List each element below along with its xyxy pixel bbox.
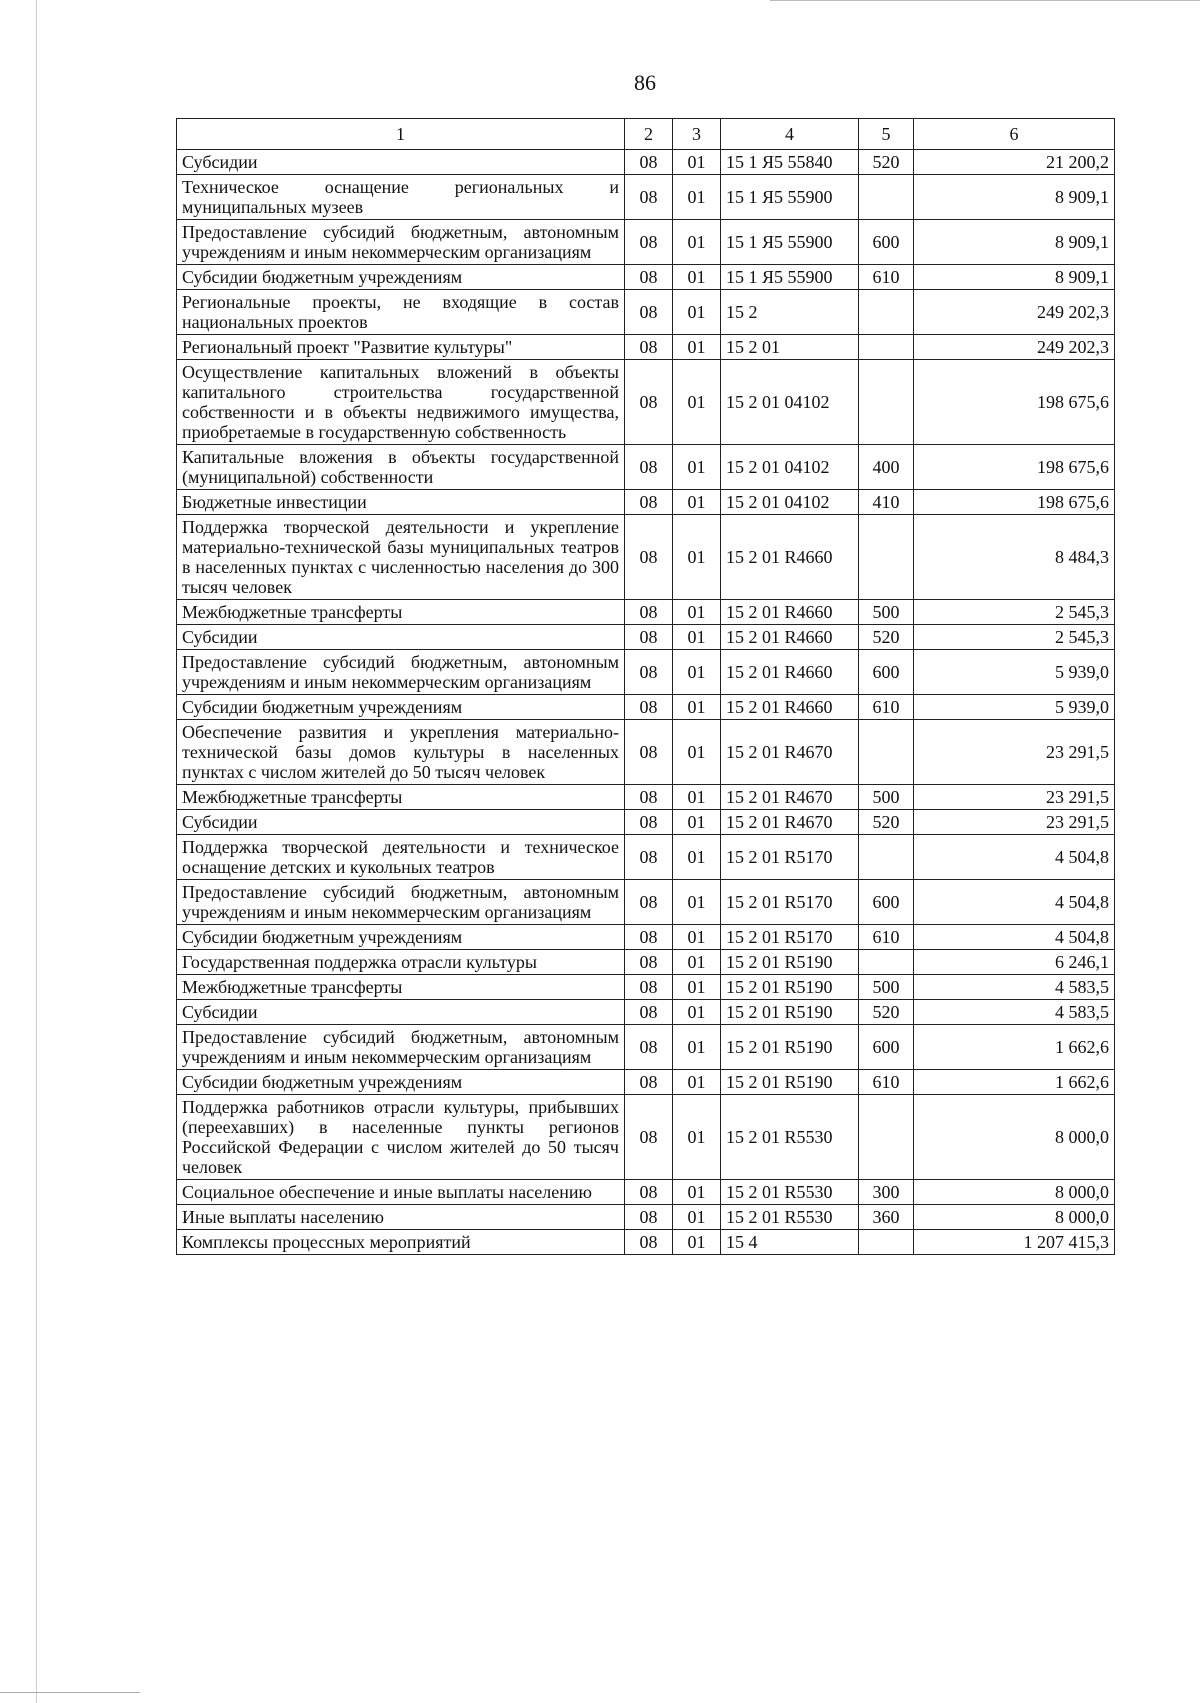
row-name: Предоставление субсидий бюджетным, автономным учреждениям и иным некоммерческим организациям xyxy=(177,650,625,695)
row-subsection: 01 xyxy=(673,810,721,835)
row-name: Субсидии xyxy=(177,625,625,650)
row-name: Техническое оснащение региональных и муниципальных музеев xyxy=(177,175,625,220)
row-expense-type xyxy=(859,835,914,880)
row-amount: 8 909,1 xyxy=(914,220,1115,265)
row-subsection: 01 xyxy=(673,290,721,335)
row-name: Иные выплаты населению xyxy=(177,1205,625,1230)
row-subsection: 01 xyxy=(673,835,721,880)
row-target-article: 15 2 01 R4670 xyxy=(721,720,859,785)
row-name: Предоставление субсидий бюджетным, автономным учреждениям и иным некоммерческим организациям xyxy=(177,1025,625,1070)
row-amount: 198 675,6 xyxy=(914,360,1115,445)
table-row xyxy=(177,490,1115,515)
row-subsection: 01 xyxy=(673,1230,721,1255)
row-section: 08 xyxy=(625,1070,673,1095)
row-section: 08 xyxy=(625,1025,673,1070)
table-row xyxy=(177,835,1115,880)
row-name: Субсидии xyxy=(177,150,625,175)
row-target-article: 15 2 01 R4670 xyxy=(721,810,859,835)
row-expense-type: 520 xyxy=(859,625,914,650)
row-subsection: 01 xyxy=(673,975,721,1000)
row-target-article: 15 1 Я5 55900 xyxy=(721,175,859,220)
row-name: Субсидии бюджетным учреждениям xyxy=(177,265,625,290)
table-row xyxy=(177,1095,1115,1180)
scan-artifact-bottom xyxy=(0,1692,140,1693)
row-target-article: 15 2 01 R4660 xyxy=(721,650,859,695)
row-name: Обеспечение развития и укрепления материально-технической базы домов культуры в населенных пунктах с числом жителей до 50 тысяч человек xyxy=(177,720,625,785)
row-section: 08 xyxy=(625,150,673,175)
row-amount: 1 662,6 xyxy=(914,1025,1115,1070)
column-header-subsection: 3 xyxy=(673,119,721,150)
row-amount: 4 504,8 xyxy=(914,880,1115,925)
row-amount: 8 909,1 xyxy=(914,175,1115,220)
row-subsection: 01 xyxy=(673,695,721,720)
row-amount: 8 000,0 xyxy=(914,1095,1115,1180)
table-row xyxy=(177,445,1115,490)
row-section: 08 xyxy=(625,720,673,785)
row-amount: 198 675,6 xyxy=(914,445,1115,490)
row-section: 08 xyxy=(625,625,673,650)
row-target-article: 15 1 Я5 55900 xyxy=(721,220,859,265)
table-row xyxy=(177,925,1115,950)
table-body xyxy=(177,119,1115,1255)
column-header-target-article: 4 xyxy=(721,119,859,150)
row-target-article: 15 2 01 R5170 xyxy=(721,880,859,925)
row-subsection: 01 xyxy=(673,335,721,360)
row-amount: 2 545,3 xyxy=(914,625,1115,650)
row-amount: 198 675,6 xyxy=(914,490,1115,515)
row-amount: 21 200,2 xyxy=(914,150,1115,175)
table-row xyxy=(177,720,1115,785)
row-name: Субсидии бюджетным учреждениям xyxy=(177,695,625,720)
row-subsection: 01 xyxy=(673,1025,721,1070)
row-amount: 2 545,3 xyxy=(914,600,1115,625)
row-expense-type: 500 xyxy=(859,785,914,810)
row-section: 08 xyxy=(625,445,673,490)
scan-artifact-left xyxy=(36,0,37,1703)
row-target-article: 15 2 01 04102 xyxy=(721,445,859,490)
row-subsection: 01 xyxy=(673,150,721,175)
row-name: Субсидии xyxy=(177,1000,625,1025)
row-subsection: 01 xyxy=(673,1070,721,1095)
row-section: 08 xyxy=(625,695,673,720)
table-row xyxy=(177,1230,1115,1255)
budget-table xyxy=(176,118,1115,1255)
row-section: 08 xyxy=(625,1230,673,1255)
row-name: Государственная поддержка отрасли культуры xyxy=(177,950,625,975)
row-name: Поддержка творческой деятельности и укрепление материально-технической базы муниципальных театров в населенных пунктах с численностью населения до 300 тысяч человек xyxy=(177,515,625,600)
row-name: Субсидии бюджетным учреждениям xyxy=(177,1070,625,1095)
row-section: 08 xyxy=(625,975,673,1000)
column-header-name: 1 xyxy=(177,119,625,150)
row-expense-type: 600 xyxy=(859,650,914,695)
row-section: 08 xyxy=(625,265,673,290)
row-expense-type: 610 xyxy=(859,925,914,950)
table-row xyxy=(177,695,1115,720)
table-row xyxy=(177,265,1115,290)
table-row xyxy=(177,600,1115,625)
row-expense-type: 410 xyxy=(859,490,914,515)
row-name: Региональные проекты, не входящие в состав национальных проектов xyxy=(177,290,625,335)
row-amount: 8 909,1 xyxy=(914,265,1115,290)
row-expense-type xyxy=(859,360,914,445)
row-target-article: 15 2 01 xyxy=(721,335,859,360)
row-subsection: 01 xyxy=(673,720,721,785)
row-name: Предоставление субсидий бюджетным, автономным учреждениям и иным некоммерческим организациям xyxy=(177,220,625,265)
table-row xyxy=(177,335,1115,360)
row-expense-type xyxy=(859,1230,914,1255)
row-expense-type xyxy=(859,720,914,785)
row-name: Региональный проект "Развитие культуры" xyxy=(177,335,625,360)
column-number-row xyxy=(177,119,1115,150)
row-target-article: 15 2 01 R5170 xyxy=(721,835,859,880)
row-subsection: 01 xyxy=(673,1095,721,1180)
row-amount: 4 583,5 xyxy=(914,975,1115,1000)
row-amount: 23 291,5 xyxy=(914,810,1115,835)
row-target-article: 15 2 01 R5190 xyxy=(721,1070,859,1095)
row-amount: 249 202,3 xyxy=(914,290,1115,335)
row-name: Субсидии бюджетным учреждениям xyxy=(177,925,625,950)
row-section: 08 xyxy=(625,220,673,265)
table-row xyxy=(177,515,1115,600)
row-subsection: 01 xyxy=(673,490,721,515)
row-subsection: 01 xyxy=(673,515,721,600)
row-expense-type: 600 xyxy=(859,220,914,265)
row-section: 08 xyxy=(625,175,673,220)
row-section: 08 xyxy=(625,360,673,445)
row-amount: 8 000,0 xyxy=(914,1205,1115,1230)
row-expense-type: 600 xyxy=(859,1025,914,1070)
row-expense-type xyxy=(859,1095,914,1180)
row-name: Осуществление капитальных вложений в объекты капитального строительства государственной собственности и в объекты недвижимого имущества, приобретаемые в государственную собственность xyxy=(177,360,625,445)
row-expense-type: 610 xyxy=(859,265,914,290)
row-name: Поддержка работников отрасли культуры, прибывших (переехавших) в населенные пункты регионов Российской Федерации с числом жителей до 50 тысяч человек xyxy=(177,1095,625,1180)
row-subsection: 01 xyxy=(673,650,721,695)
row-expense-type: 500 xyxy=(859,975,914,1000)
table-row xyxy=(177,650,1115,695)
table-row xyxy=(177,880,1115,925)
table-row xyxy=(177,220,1115,265)
row-target-article: 15 2 xyxy=(721,290,859,335)
row-expense-type: 300 xyxy=(859,1180,914,1205)
row-section: 08 xyxy=(625,600,673,625)
scan-artifact-top xyxy=(770,0,1200,1)
row-target-article: 15 1 Я5 55900 xyxy=(721,265,859,290)
row-section: 08 xyxy=(625,925,673,950)
table-row xyxy=(177,175,1115,220)
row-section: 08 xyxy=(625,880,673,925)
row-amount: 8 000,0 xyxy=(914,1180,1115,1205)
row-subsection: 01 xyxy=(673,1180,721,1205)
row-target-article: 15 2 01 R4660 xyxy=(721,695,859,720)
row-amount: 4 504,8 xyxy=(914,925,1115,950)
row-amount: 6 246,1 xyxy=(914,950,1115,975)
row-amount: 23 291,5 xyxy=(914,720,1115,785)
row-target-article: 15 2 01 R5530 xyxy=(721,1205,859,1230)
row-target-article: 15 2 01 R5530 xyxy=(721,1095,859,1180)
row-name: Капитальные вложения в объекты государственной (муниципальной) собственности xyxy=(177,445,625,490)
row-target-article: 15 2 01 R4670 xyxy=(721,785,859,810)
row-name: Бюджетные инвестиции xyxy=(177,490,625,515)
row-target-article: 15 2 01 R5190 xyxy=(721,1000,859,1025)
column-header-expense-type: 5 xyxy=(859,119,914,150)
row-target-article: 15 1 Я5 55840 xyxy=(721,150,859,175)
row-target-article: 15 4 xyxy=(721,1230,859,1255)
row-amount: 5 939,0 xyxy=(914,650,1115,695)
row-subsection: 01 xyxy=(673,445,721,490)
row-expense-type: 610 xyxy=(859,695,914,720)
row-name: Комплексы процессных мероприятий xyxy=(177,1230,625,1255)
row-section: 08 xyxy=(625,290,673,335)
row-expense-type: 360 xyxy=(859,1205,914,1230)
row-amount: 5 939,0 xyxy=(914,695,1115,720)
row-expense-type: 610 xyxy=(859,1070,914,1095)
row-section: 08 xyxy=(625,650,673,695)
row-section: 08 xyxy=(625,810,673,835)
row-section: 08 xyxy=(625,835,673,880)
row-expense-type xyxy=(859,515,914,600)
row-section: 08 xyxy=(625,515,673,600)
row-subsection: 01 xyxy=(673,600,721,625)
row-amount: 1 662,6 xyxy=(914,1070,1115,1095)
row-target-article: 15 2 01 04102 xyxy=(721,360,859,445)
row-target-article: 15 2 01 R5190 xyxy=(721,1025,859,1070)
row-expense-type xyxy=(859,290,914,335)
row-subsection: 01 xyxy=(673,360,721,445)
row-expense-type: 520 xyxy=(859,1000,914,1025)
row-subsection: 01 xyxy=(673,880,721,925)
row-expense-type: 520 xyxy=(859,810,914,835)
row-amount: 1 207 415,3 xyxy=(914,1230,1115,1255)
row-subsection: 01 xyxy=(673,175,721,220)
row-amount: 249 202,3 xyxy=(914,335,1115,360)
row-name: Социальное обеспечение и иные выплаты населению xyxy=(177,1180,625,1205)
row-target-article: 15 2 01 R5190 xyxy=(721,975,859,1000)
row-expense-type: 600 xyxy=(859,880,914,925)
table-row xyxy=(177,975,1115,1000)
page-number: 86 xyxy=(634,70,656,95)
row-target-article: 15 2 01 R4660 xyxy=(721,600,859,625)
table-row xyxy=(177,1180,1115,1205)
table-row xyxy=(177,360,1115,445)
row-subsection: 01 xyxy=(673,925,721,950)
row-subsection: 01 xyxy=(673,265,721,290)
row-name: Межбюджетные трансферты xyxy=(177,600,625,625)
row-subsection: 01 xyxy=(673,625,721,650)
row-amount: 23 291,5 xyxy=(914,785,1115,810)
row-name: Межбюджетные трансферты xyxy=(177,975,625,1000)
column-header-amount: 6 xyxy=(914,119,1115,150)
row-target-article: 15 2 01 04102 xyxy=(721,490,859,515)
table-row xyxy=(177,785,1115,810)
row-target-article: 15 2 01 R4660 xyxy=(721,625,859,650)
row-expense-type: 520 xyxy=(859,150,914,175)
row-section: 08 xyxy=(625,490,673,515)
row-section: 08 xyxy=(625,1095,673,1180)
table-row xyxy=(177,1205,1115,1230)
row-section: 08 xyxy=(625,1000,673,1025)
row-expense-type xyxy=(859,950,914,975)
row-amount: 4 583,5 xyxy=(914,1000,1115,1025)
row-section: 08 xyxy=(625,335,673,360)
row-target-article: 15 2 01 R5190 xyxy=(721,950,859,975)
row-name: Предоставление субсидий бюджетным, автономным учреждениям и иным некоммерческим организациям xyxy=(177,880,625,925)
row-subsection: 01 xyxy=(673,1000,721,1025)
row-expense-type xyxy=(859,175,914,220)
row-subsection: 01 xyxy=(673,1205,721,1230)
table-row xyxy=(177,625,1115,650)
row-section: 08 xyxy=(625,1205,673,1230)
column-header-section: 2 xyxy=(625,119,673,150)
row-target-article: 15 2 01 R5530 xyxy=(721,1180,859,1205)
table-row xyxy=(177,1000,1115,1025)
row-target-article: 15 2 01 R4660 xyxy=(721,515,859,600)
table-row xyxy=(177,150,1115,175)
table-row xyxy=(177,1025,1115,1070)
row-amount: 8 484,3 xyxy=(914,515,1115,600)
table-row xyxy=(177,290,1115,335)
row-section: 08 xyxy=(625,785,673,810)
row-name: Поддержка творческой деятельности и техническое оснащение детских и кукольных театров xyxy=(177,835,625,880)
row-target-article: 15 2 01 R5170 xyxy=(721,925,859,950)
table-row xyxy=(177,810,1115,835)
row-expense-type: 400 xyxy=(859,445,914,490)
row-expense-type xyxy=(859,335,914,360)
row-amount: 4 504,8 xyxy=(914,835,1115,880)
row-subsection: 01 xyxy=(673,785,721,810)
table-row xyxy=(177,950,1115,975)
row-name: Межбюджетные трансферты xyxy=(177,785,625,810)
table-row xyxy=(177,1070,1115,1095)
row-subsection: 01 xyxy=(673,950,721,975)
row-section: 08 xyxy=(625,1180,673,1205)
row-section: 08 xyxy=(625,950,673,975)
row-expense-type: 500 xyxy=(859,600,914,625)
row-subsection: 01 xyxy=(673,220,721,265)
row-name: Субсидии xyxy=(177,810,625,835)
